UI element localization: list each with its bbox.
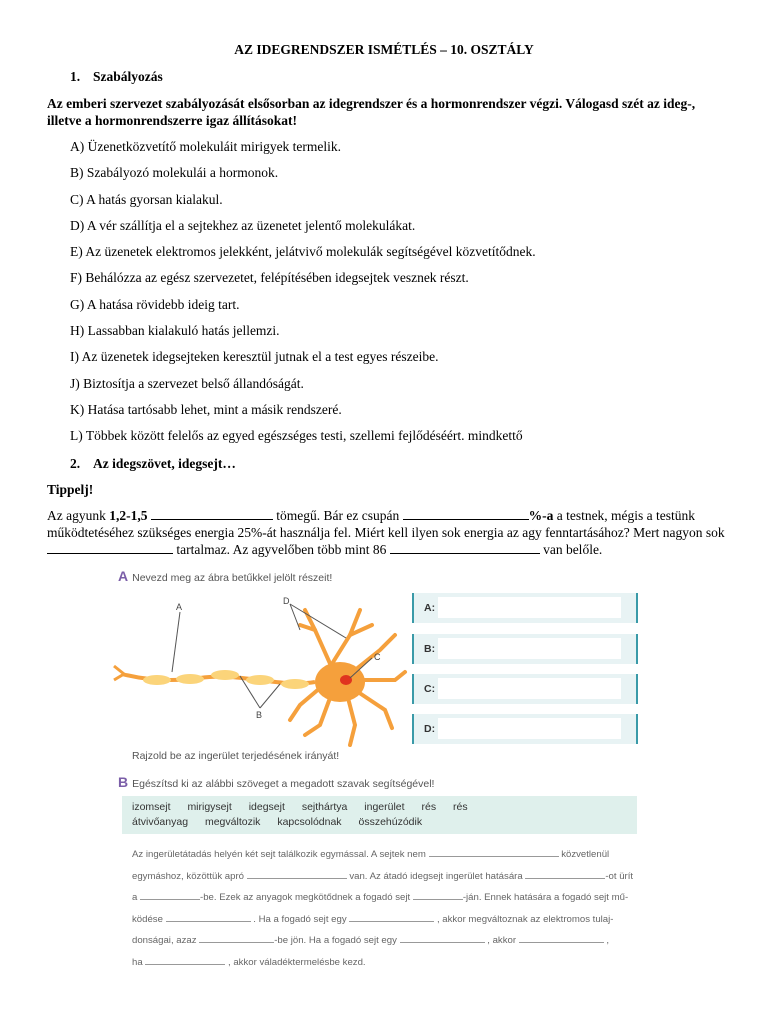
- statement-item: L) Többek között felelős az egyed egészséges testi, szellemi fejlődéséért. mindkettő: [70, 428, 523, 444]
- dendrite: [360, 672, 405, 680]
- task-a-text: Nevezd meg az ábra betűkkel jelölt részeit!: [132, 572, 333, 584]
- section-1-number: 1.: [70, 69, 81, 84]
- dendrite: [358, 692, 392, 728]
- paragraph-text: tartalmaz. Az agyvelőben több mint 86: [173, 542, 390, 557]
- word-bank-word: összehúzódik: [358, 816, 423, 828]
- section-1-instructions: Az emberi szervezet szabályozását elsősorban az idegrendszer és a hormonrendszer végzi. Válogasd szét az ideg-, illetve a hormonrendszerre igaz állításokat!: [47, 96, 696, 128]
- paragraph-bold: %-a: [528, 508, 554, 523]
- axon-terminal: [114, 674, 124, 680]
- fill-line: [132, 887, 642, 909]
- neuron-diagram: [110, 580, 410, 760]
- fill-blank[interactable]: [140, 890, 200, 900]
- fill-text: egymáshoz, közöttük apró: [132, 870, 244, 882]
- brain-paragraph: [47, 507, 737, 558]
- task-b-text: Egészítsd ki az alábbi szöveget a megadott szavak segítségével!: [132, 778, 435, 790]
- word-bank-word: átvivőanyag: [132, 816, 189, 828]
- answer-box-b: [412, 634, 638, 664]
- fill-blank[interactable]: [519, 933, 604, 943]
- fill-text: ha: [132, 956, 143, 968]
- page-title: AZ IDEGRENDSZER ISMÉTLÉS – 10. OSZTÁLY: [234, 42, 534, 57]
- fill-blank[interactable]: [525, 869, 605, 879]
- word-bank-word: sejthártya: [301, 801, 348, 813]
- answer-field-a[interactable]: [438, 597, 621, 618]
- fill-blank[interactable]: [247, 869, 347, 879]
- statement-item: C) A hatás gyorsan kialakul.: [70, 191, 223, 207]
- fill-blank[interactable]: [145, 955, 225, 965]
- fill-text: , akkor váladéktermelésbe kezd.: [228, 956, 366, 968]
- word-bank-word: mirigysejt: [187, 801, 232, 813]
- word-bank-word: ingerület: [364, 801, 405, 813]
- fill-text: ködése: [132, 913, 163, 925]
- answer-box-label: C:: [424, 683, 436, 695]
- word-bank-row: [132, 816, 436, 828]
- nucleus: [340, 675, 352, 685]
- myelin-segment: [176, 674, 204, 684]
- statement-list: [70, 138, 536, 454]
- diagram-label-a: A: [176, 602, 183, 612]
- statement-item: I) Az üzenetek idegsejteken keresztül jutnak el a test egyes részeibe.: [70, 349, 439, 365]
- fill-line: [132, 952, 642, 974]
- fill-blank[interactable]: [199, 933, 274, 943]
- statement-item: K) Hatása tartósabb lehet, mint a másik rendszeré.: [70, 401, 342, 417]
- diagram-label-d: D: [283, 596, 290, 606]
- paragraph-bold: 1,2-1,5: [109, 508, 148, 523]
- statement-item: B) Szabályozó molekulái a hormonok.: [70, 165, 279, 181]
- statement-item: D) A vér szállítja el a sejtekhez az üzenetet jelentő molekulákat.: [70, 217, 416, 233]
- myelin-segment: [211, 670, 239, 680]
- statement-item: A) Üzenetközvetítő molekuláit mirigyek termelik.: [70, 139, 342, 154]
- pointer-line-a: [172, 612, 180, 672]
- neuron-exercise-figure: [110, 560, 650, 980]
- fill-line: [132, 909, 642, 931]
- guess-prompt: Tippelj!: [47, 482, 94, 497]
- myelin-segment: [246, 675, 274, 685]
- word-bank-word: kapcsolódnak: [277, 816, 342, 828]
- fill-text: Az ingerületátadás helyén két sejt találkozik egymással. A sejtek nem: [132, 849, 426, 860]
- diagram-label-b: B: [256, 710, 263, 720]
- fill-line: [132, 866, 642, 888]
- fill-blank[interactable]: [429, 847, 559, 857]
- task-b-instruction: [118, 774, 434, 790]
- diagram-label-c: C: [374, 652, 381, 662]
- section-1-heading: [70, 69, 163, 85]
- word-bank-word: rés: [421, 801, 437, 813]
- fill-blank[interactable]: [166, 912, 251, 922]
- fill-text: -be. Ezek az anyagok megkötődnek a fogadó sejt: [200, 892, 411, 903]
- word-bank-word: megváltozik: [204, 816, 261, 828]
- section-2-title: Az idegszövet, idegsejt…: [93, 456, 236, 471]
- statement-item: G) A hatása rövidebb ideig tart.: [70, 296, 240, 312]
- cell-body: [315, 662, 365, 702]
- answer-box-label: D:: [424, 723, 436, 735]
- word-bank-word: rés: [453, 801, 468, 813]
- answer-box-label: A:: [424, 602, 436, 614]
- task-b-badge: B: [118, 774, 129, 790]
- answer-box-d: [412, 714, 638, 744]
- myelin-segment: [143, 675, 171, 685]
- fill-text: -ot ürít: [605, 870, 634, 882]
- axon-terminal: [114, 666, 124, 674]
- task-a-draw-instruction: Rajzold be az ingerület terjedésének irányát!: [132, 750, 340, 762]
- dendrite: [290, 688, 320, 720]
- answer-box-a: [412, 593, 638, 623]
- statement-item: E) Az üzenetek elektromos jelekként, jelátvivő molekulák segítségével közvetítődnek.: [70, 244, 536, 260]
- answer-box-c: [412, 674, 638, 704]
- task-a-badge: A: [118, 568, 129, 584]
- answer-blank[interactable]: [390, 541, 540, 554]
- fill-text: -be jön. Ha a fogadó sejt egy: [274, 935, 397, 946]
- word-bank-row: [132, 801, 482, 813]
- answer-blank[interactable]: [47, 541, 173, 554]
- fill-blank[interactable]: [349, 912, 434, 922]
- paragraph-text: tömegű. Bár ez csupán: [272, 508, 403, 523]
- pointer-line-b: [260, 684, 280, 708]
- fill-text: , akkor: [487, 935, 517, 946]
- dendrite: [348, 698, 355, 745]
- section-2-number: 2.: [70, 456, 81, 471]
- paragraph-text: Az agyunk: [47, 508, 110, 523]
- dendrite: [305, 698, 330, 735]
- answer-blank[interactable]: [151, 507, 273, 520]
- word-bank-word: izomsejt: [132, 801, 171, 813]
- fill-in-text: [132, 844, 642, 973]
- answer-field-d[interactable]: [438, 718, 621, 739]
- fill-text: donságai, azaz: [132, 935, 197, 946]
- statement-item: H) Lassabban kialakuló hatás jellemzi.: [70, 323, 280, 339]
- section-2-heading: [70, 456, 236, 472]
- word-bank: [122, 796, 637, 834]
- statement-item: F) Behálózza az egész szervezetet, felépítésében idegsejtek vesznek részt.: [70, 270, 469, 286]
- section-1-title: Szabályozás: [93, 69, 163, 84]
- fill-text: közvetlenül: [561, 849, 610, 860]
- fill-text: a: [132, 892, 138, 903]
- fill-text: van. Az átadó idegsejt ingerület hatására: [349, 870, 523, 882]
- fill-text: , akkor megváltoznak az elektromos tulaj-: [436, 913, 614, 925]
- fill-line: [132, 844, 642, 866]
- word-bank-word: idegsejt: [248, 801, 285, 813]
- myelin-segment: [281, 679, 309, 689]
- pointer-line-d: [290, 604, 300, 630]
- paragraph-text: a testnek, mégis a testünk működtetéséhez szükséges energia 25%-át használja fel. Miért kell ilyen sok energia az agy fenntartásához? Mert nagyon sok: [47, 508, 725, 540]
- dendrite: [305, 610, 332, 668]
- fill-text: ,: [606, 935, 610, 946]
- answer-field-b[interactable]: [438, 638, 621, 659]
- answer-box-label: B:: [424, 643, 436, 655]
- answer-field-c[interactable]: [438, 678, 621, 699]
- answer-blank[interactable]: [403, 507, 529, 520]
- fill-blank[interactable]: [413, 890, 463, 900]
- paragraph-text: van belőle.: [539, 542, 603, 557]
- fill-blank[interactable]: [400, 933, 485, 943]
- fill-text: . Ha a fogadó sejt egy: [253, 913, 347, 925]
- fill-text: -ján. Ennek hatására a fogadó sejt mű-: [462, 892, 629, 903]
- fill-line: [132, 930, 642, 952]
- statement-item: J) Biztosítja a szervezet belső állandóságát.: [70, 375, 304, 391]
